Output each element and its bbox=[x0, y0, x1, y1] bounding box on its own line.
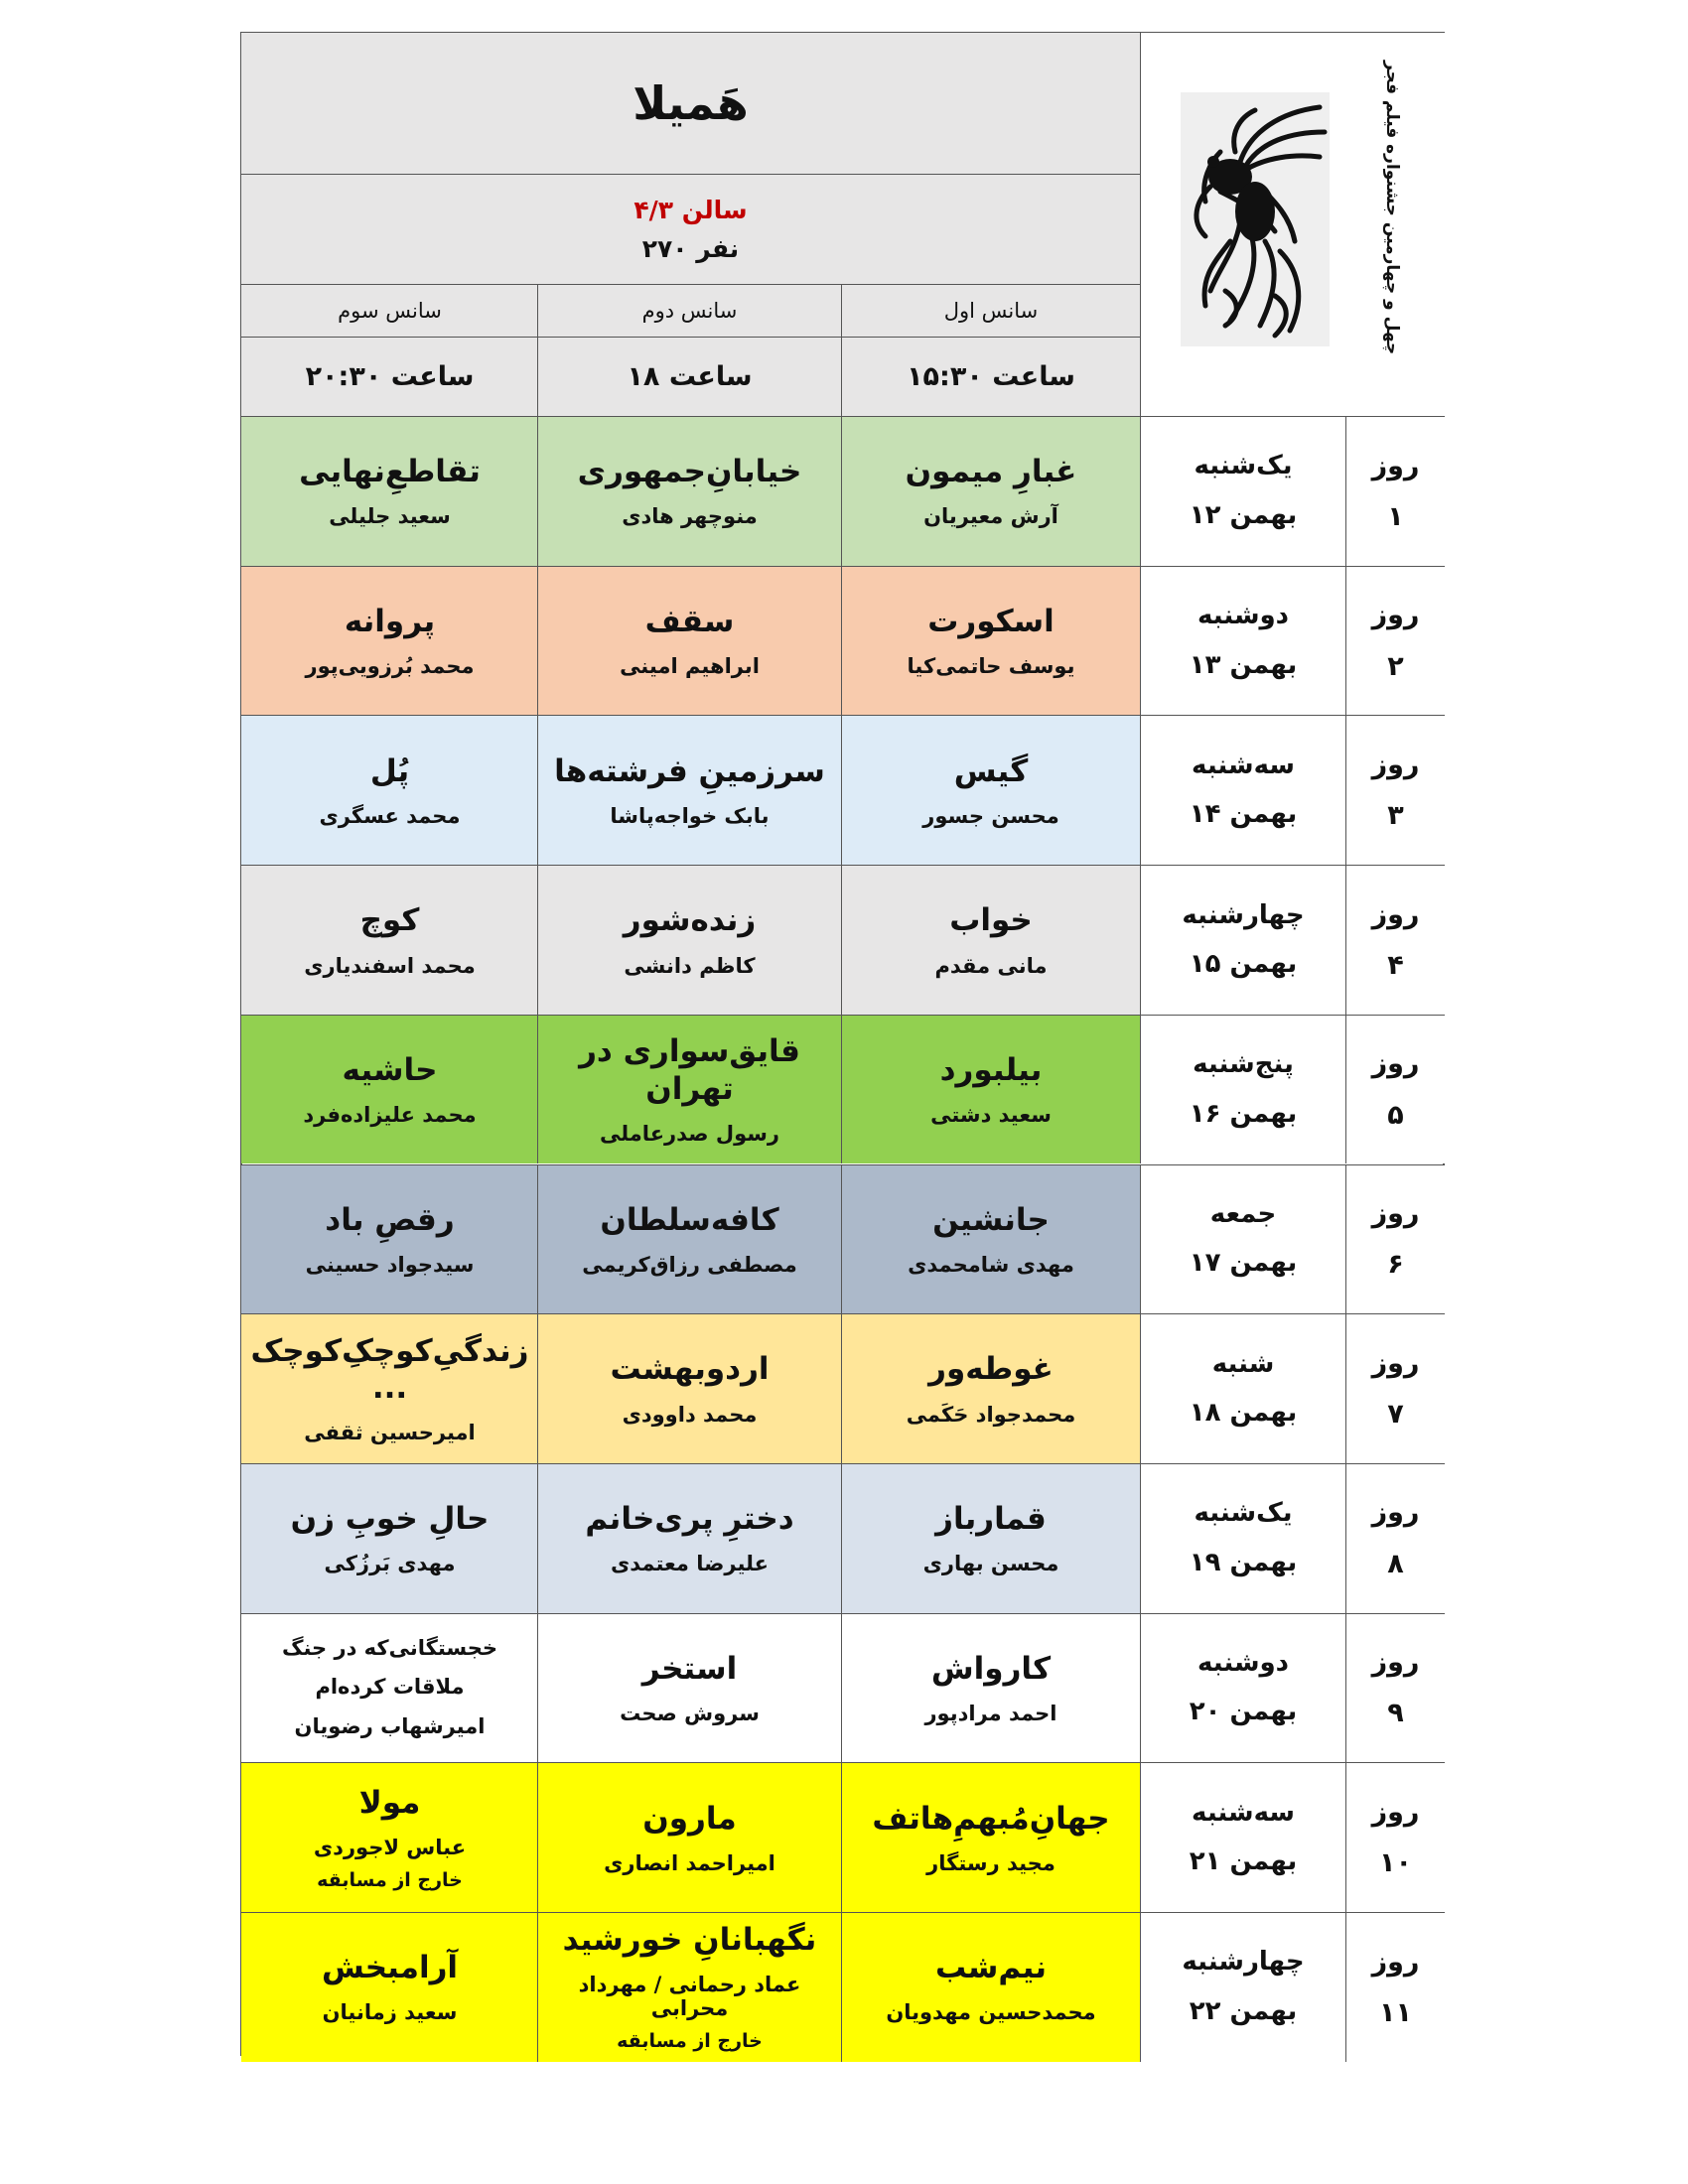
film-text-line: امیرشهاب رضویان bbox=[294, 1714, 486, 1739]
weekday-date-cell bbox=[1140, 416, 1345, 566]
film-director: محمد عسگری bbox=[319, 803, 461, 828]
day-number-cell bbox=[1345, 865, 1445, 1015]
film-cell bbox=[841, 1613, 1140, 1763]
film-cell bbox=[537, 1015, 841, 1164]
day-number-cell bbox=[1345, 1015, 1445, 1164]
day-number: روز ۱ bbox=[1371, 450, 1420, 532]
film-cell bbox=[537, 1463, 841, 1613]
film-cell bbox=[241, 865, 539, 1015]
day-number: روز ۶ bbox=[1371, 1198, 1420, 1281]
film-director: مصطفی رزاق‌کریمی bbox=[582, 1252, 797, 1277]
day-number: روز ۴ bbox=[1371, 898, 1420, 981]
film-title: کافه‌سلطان bbox=[600, 1201, 779, 1238]
film-cell bbox=[537, 1313, 841, 1463]
film-director: امیراحمد انصاری bbox=[604, 1850, 775, 1875]
film-director: سعید دشتی bbox=[930, 1103, 1052, 1128]
film-title: سقف bbox=[644, 603, 735, 639]
cinema-title-cell bbox=[241, 33, 1141, 175]
weekday: دوشنبه bbox=[1196, 601, 1290, 631]
film-cell bbox=[241, 1762, 539, 1912]
film-director: کاظم دانشی bbox=[624, 953, 756, 978]
weekday: سه‌شنبه bbox=[1192, 750, 1295, 780]
film-title: حاشیه bbox=[342, 1052, 438, 1089]
festival-caption-text: چهل و چهارمین جشنواره فیلم فجر bbox=[1382, 60, 1402, 355]
film-director: عماد رحمانی / مهرداد محرابی bbox=[578, 1973, 801, 2021]
film-title: خواب bbox=[949, 902, 1033, 939]
session-time-1 bbox=[841, 337, 1140, 416]
film-title: غبارِ میمون bbox=[905, 454, 1077, 490]
day-number: روز ۲ bbox=[1371, 600, 1420, 682]
day-number-cell bbox=[1345, 1164, 1445, 1314]
film-cell bbox=[537, 1164, 841, 1314]
film-director: مهدی بَرزُکی bbox=[324, 1552, 456, 1576]
film-cell bbox=[537, 1762, 841, 1912]
film-cell bbox=[537, 566, 841, 716]
film-director: محمد اسفندیاری bbox=[304, 953, 476, 978]
film-director: مهدی شامحمدی bbox=[908, 1252, 1074, 1277]
film-title: جهانِ‌مُبهمِ‌هاتف bbox=[872, 1800, 1110, 1837]
film-cell bbox=[841, 865, 1140, 1015]
weekday: دوشنبه bbox=[1196, 1648, 1290, 1679]
film-director: سیدجواد حسینی bbox=[305, 1252, 475, 1277]
film-title: قایق‌سواری در تهران bbox=[579, 1033, 800, 1107]
weekday-date-cell bbox=[1140, 1613, 1345, 1763]
film-note: خارج از مسابقه bbox=[317, 1868, 463, 1891]
day-number-cell bbox=[1345, 715, 1445, 865]
film-director: محمدجواد حَکَمی bbox=[906, 1402, 1076, 1427]
weekday-date-cell bbox=[1140, 1313, 1345, 1463]
film-text-line: ملاقات کرده‌ام bbox=[315, 1675, 465, 1700]
film-title: سرزمینِ فرشته‌ها bbox=[554, 752, 825, 789]
day-number: روز ۹ bbox=[1371, 1647, 1420, 1729]
weekday-date-cell bbox=[1140, 1015, 1345, 1164]
film-cell bbox=[241, 416, 539, 566]
film-director: محمدحسین مهدویان bbox=[886, 2000, 1096, 2025]
day-number: روز ۷ bbox=[1371, 1347, 1420, 1431]
weekday-date-cell bbox=[1140, 566, 1345, 716]
film-title: حالِ خوبِ زن bbox=[290, 1501, 490, 1538]
film-cell bbox=[537, 1613, 841, 1763]
day-number-cell bbox=[1345, 1912, 1445, 2062]
film-director: سعید جلیلی bbox=[329, 504, 451, 529]
date: ۱۳ بهمن bbox=[1189, 649, 1298, 680]
film-cell bbox=[841, 1164, 1140, 1314]
film-director: منوچهر هادی bbox=[622, 504, 758, 529]
film-cell bbox=[537, 715, 841, 865]
weekday-date-cell bbox=[1140, 1762, 1345, 1912]
day-number-cell bbox=[1345, 416, 1445, 566]
film-title: قمارباز bbox=[935, 1501, 1047, 1538]
hall-capacity: ۲۷۰ نفر bbox=[641, 234, 740, 263]
date: ۱۹ بهمن bbox=[1189, 1547, 1298, 1577]
film-title: پُل bbox=[369, 752, 410, 789]
film-director: آرش معیریان bbox=[923, 504, 1058, 529]
film-director: رسول صدرعاملی bbox=[599, 1121, 779, 1146]
date: ۱۲ بهمن bbox=[1189, 499, 1298, 530]
session-time-3 bbox=[241, 337, 539, 416]
film-director: محمد داوودی bbox=[622, 1402, 758, 1427]
weekday: جمعه bbox=[1209, 1198, 1277, 1229]
film-cell bbox=[841, 1313, 1140, 1463]
film-title: خیابانِ‌جمهوری bbox=[577, 454, 802, 490]
film-cell bbox=[241, 1313, 539, 1463]
day-number: روز ۵ bbox=[1371, 1048, 1420, 1131]
session-time-2 bbox=[537, 337, 841, 416]
film-title: کوچ bbox=[359, 902, 420, 939]
session-label-2 bbox=[537, 284, 841, 337]
date: ۲۰ بهمن bbox=[1189, 1697, 1298, 1727]
date: ۲۱ بهمن bbox=[1189, 1846, 1298, 1877]
film-title: زندگیِ‌کوچکِ‌کوچک ... bbox=[250, 1332, 529, 1407]
simorgh-logo-icon bbox=[1181, 92, 1330, 346]
film-title: استخر bbox=[641, 1650, 738, 1687]
day-number-cell bbox=[1345, 1313, 1445, 1463]
day-number: روز ۳ bbox=[1371, 749, 1420, 832]
film-cell bbox=[841, 416, 1140, 566]
day-number: روز ۱۰ bbox=[1371, 1796, 1420, 1879]
film-cell bbox=[537, 416, 841, 566]
weekday: چهارشنبه bbox=[1182, 899, 1305, 930]
film-cell bbox=[841, 566, 1140, 716]
film-title: اسکورت bbox=[927, 603, 1055, 639]
film-title: زنده‌شور bbox=[623, 902, 757, 939]
film-director: علیرضا معتمدی bbox=[611, 1552, 769, 1576]
film-cell bbox=[241, 566, 539, 716]
session-label-text: سانس سوم bbox=[338, 299, 442, 323]
day-number-cell bbox=[1345, 1762, 1445, 1912]
film-title: مولا bbox=[358, 1784, 421, 1821]
weekday-date-cell bbox=[1140, 865, 1345, 1015]
weekday: شنبه bbox=[1211, 1348, 1275, 1379]
session-time-text: ساعت ۱۸ bbox=[627, 361, 753, 392]
film-cell bbox=[241, 1912, 539, 2062]
film-title: بیلبورد bbox=[939, 1052, 1043, 1089]
session-label-text: سانس دوم bbox=[641, 299, 738, 323]
film-director: سعید زمانیان bbox=[322, 2000, 458, 2025]
film-title: آرامبخش bbox=[321, 1950, 459, 1986]
film-director: عباس لاجوردی bbox=[313, 1835, 467, 1859]
film-cell bbox=[841, 1463, 1140, 1613]
day-number-cell bbox=[1345, 1613, 1445, 1763]
weekday: یک‌شنبه bbox=[1194, 1498, 1293, 1529]
weekday-date-cell bbox=[1140, 1463, 1345, 1613]
film-cell bbox=[241, 1613, 539, 1763]
film-title: کارواش bbox=[930, 1650, 1052, 1687]
session-time-text: ساعت ۲۰:۳۰ bbox=[305, 361, 475, 392]
day-number-cell bbox=[1345, 1463, 1445, 1613]
film-director: امیرحسین ثقفی bbox=[304, 1421, 476, 1445]
day-number: روز ۱۱ bbox=[1371, 1946, 1420, 2028]
film-title: اردوبهشت bbox=[610, 1351, 770, 1388]
day-number-cell bbox=[1345, 566, 1445, 716]
hall-info-cell bbox=[241, 174, 1141, 284]
film-cell bbox=[241, 1015, 539, 1164]
film-title: جانشین bbox=[932, 1201, 1050, 1238]
film-title: غوطه‌ور bbox=[928, 1351, 1054, 1388]
film-cell bbox=[537, 865, 841, 1015]
film-cell bbox=[537, 1912, 841, 2062]
film-director: محمد علیزاده‌فرد bbox=[303, 1103, 477, 1128]
film-director: محسن جسور bbox=[922, 803, 1059, 828]
film-director: یوسف حاتمی‌کیا bbox=[907, 654, 1075, 679]
film-cell bbox=[241, 715, 539, 865]
film-note: خارج از مسابقه bbox=[617, 2030, 763, 2053]
day-number: روز ۸ bbox=[1371, 1497, 1420, 1579]
film-title: نیم‌شب bbox=[935, 1950, 1047, 1986]
date: ۱۴ بهمن bbox=[1189, 799, 1298, 830]
session-label-3 bbox=[241, 284, 539, 337]
film-cell bbox=[841, 715, 1140, 865]
weekday-date-cell bbox=[1140, 1912, 1345, 2062]
film-title: رقصِ باد bbox=[325, 1201, 455, 1238]
film-title: مارون bbox=[642, 1800, 737, 1837]
session-time-text: ساعت ۱۵:۳۰ bbox=[907, 361, 1075, 392]
film-director: مجید رستگار bbox=[926, 1850, 1055, 1875]
film-title: گیس bbox=[953, 752, 1029, 789]
film-director: بابک خواجه‌پاشا bbox=[610, 803, 770, 828]
weekday: یک‌شنبه bbox=[1194, 451, 1293, 481]
film-director: ابراهیم امینی bbox=[620, 654, 760, 679]
film-director: مانی مقدم bbox=[934, 953, 1048, 978]
date: ۱۷ بهمن bbox=[1189, 1248, 1298, 1279]
weekday: سه‌شنبه bbox=[1192, 1797, 1295, 1828]
weekday-date-cell bbox=[1140, 715, 1345, 865]
weekday: چهارشنبه bbox=[1182, 1947, 1305, 1978]
film-director: احمد مرادپور bbox=[924, 1702, 1057, 1726]
film-cell bbox=[841, 1912, 1140, 2062]
date: ۱۵ بهمن bbox=[1189, 948, 1298, 979]
film-title: دخترِ پری‌خانم bbox=[585, 1501, 794, 1538]
cinema-title: هَمیلا bbox=[633, 76, 749, 130]
film-cell bbox=[841, 1015, 1140, 1164]
film-cell bbox=[241, 1463, 539, 1613]
weekday-date-cell bbox=[1140, 1164, 1345, 1314]
date: ۲۲ بهمن bbox=[1189, 1995, 1298, 2026]
film-text-line: خجستگانی‌که در جنگ bbox=[281, 1635, 498, 1660]
festival-caption bbox=[1377, 44, 1407, 371]
film-cell bbox=[841, 1762, 1140, 1912]
hall-number: سالن ۴/۳ bbox=[633, 196, 748, 224]
weekday: پنج‌شنبه bbox=[1193, 1049, 1294, 1080]
film-cell bbox=[241, 1164, 539, 1314]
session-label-text: سانس اول bbox=[943, 299, 1039, 323]
schedule-table bbox=[240, 32, 1445, 2056]
film-title: نگهبانانِ خورشید bbox=[562, 1922, 817, 1959]
film-director: محمد بُرزویی‌پور bbox=[305, 654, 475, 679]
session-label-1 bbox=[841, 284, 1140, 337]
date: ۱۶ بهمن bbox=[1189, 1098, 1298, 1129]
film-director: محسن بهاری bbox=[922, 1552, 1059, 1576]
date: ۱۸ بهمن bbox=[1189, 1398, 1298, 1429]
film-title: تقاطعِ‌نهایی bbox=[299, 454, 481, 490]
film-title: پروانه bbox=[344, 603, 436, 639]
film-director: سروش صحت bbox=[620, 1702, 760, 1726]
